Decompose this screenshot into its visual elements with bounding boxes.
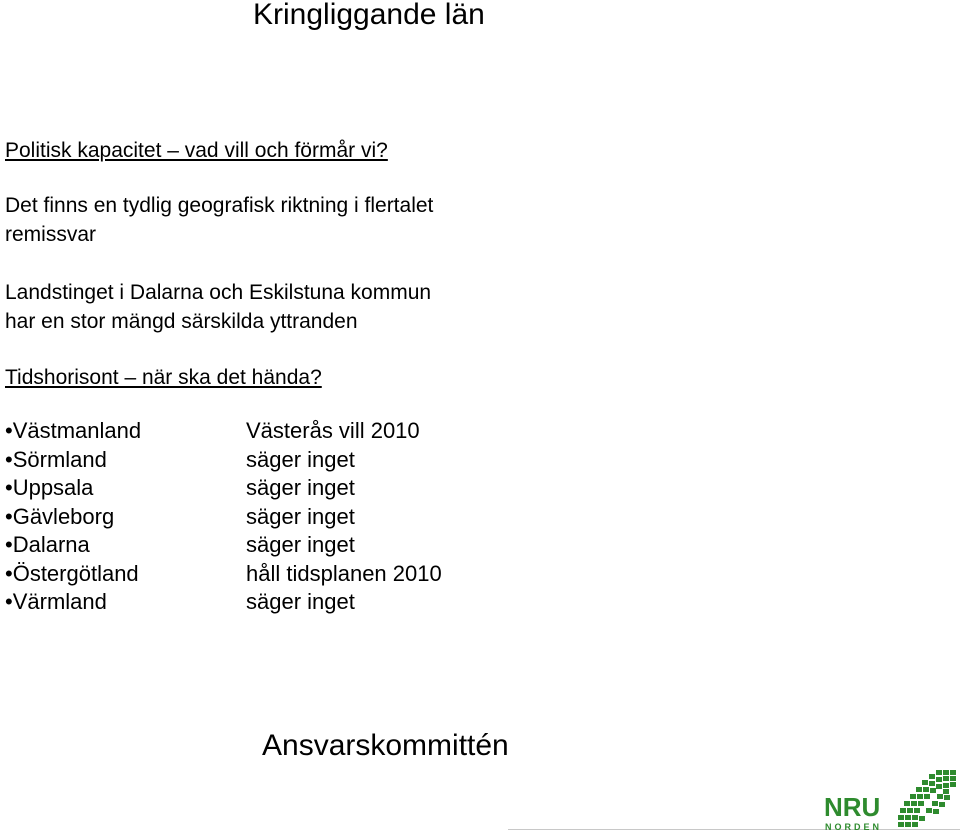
paragraph-line: remissvar bbox=[5, 223, 97, 246]
region-name: • Östergötland bbox=[5, 560, 246, 589]
nordic-map-icon bbox=[898, 770, 956, 827]
region-name: • Värmland bbox=[5, 588, 246, 617]
list-item bbox=[5, 474, 442, 503]
region-name: • Sörmland bbox=[5, 446, 246, 475]
paragraph-line: Landstinget i Dalarna och Eskilstuna kommun bbox=[5, 281, 432, 304]
question-political-capacity: Politisk kapacitet – vad vill och förmår vi? bbox=[5, 139, 388, 162]
slide-title: Kringliggande län bbox=[253, 0, 485, 31]
region-status: säger inget bbox=[246, 532, 355, 557]
region-name: • Dalarna bbox=[5, 531, 246, 560]
list-item bbox=[5, 588, 442, 617]
list-item bbox=[5, 446, 442, 475]
region-status: säger inget bbox=[246, 503, 355, 529]
paragraph-special-statements bbox=[5, 278, 431, 336]
paragraph-geographic-direction bbox=[5, 191, 433, 249]
region-status: säger inget bbox=[246, 475, 355, 500]
region-list bbox=[5, 417, 442, 617]
paragraph-line: Det finns en tydlig geografisk riktning i flertalet bbox=[5, 194, 434, 217]
question-time-horizon: Tidshorisont – när ska det hända? bbox=[5, 366, 322, 389]
region-status: säger inget bbox=[246, 446, 355, 472]
footer-title: Ansvarskommittén bbox=[262, 729, 509, 762]
region-status: säger inget bbox=[246, 589, 355, 614]
list-item bbox=[5, 417, 442, 446]
nru-norden-logo bbox=[820, 764, 960, 834]
logo-subword: NORDEN bbox=[825, 822, 883, 832]
region-name: • Uppsala bbox=[5, 474, 246, 503]
list-item bbox=[5, 503, 442, 532]
list-item bbox=[5, 560, 442, 589]
paragraph-line: har en stor mängd särskilda yttranden bbox=[5, 310, 358, 333]
region-name: • Gävleborg bbox=[5, 503, 246, 532]
region-status: håll tidsplanen 2010 bbox=[246, 560, 442, 586]
list-item bbox=[5, 531, 442, 560]
logo-word: NRU bbox=[824, 792, 881, 822]
region-name: • Västmanland bbox=[5, 417, 246, 446]
region-status: Västerås vill 2010 bbox=[246, 418, 420, 443]
